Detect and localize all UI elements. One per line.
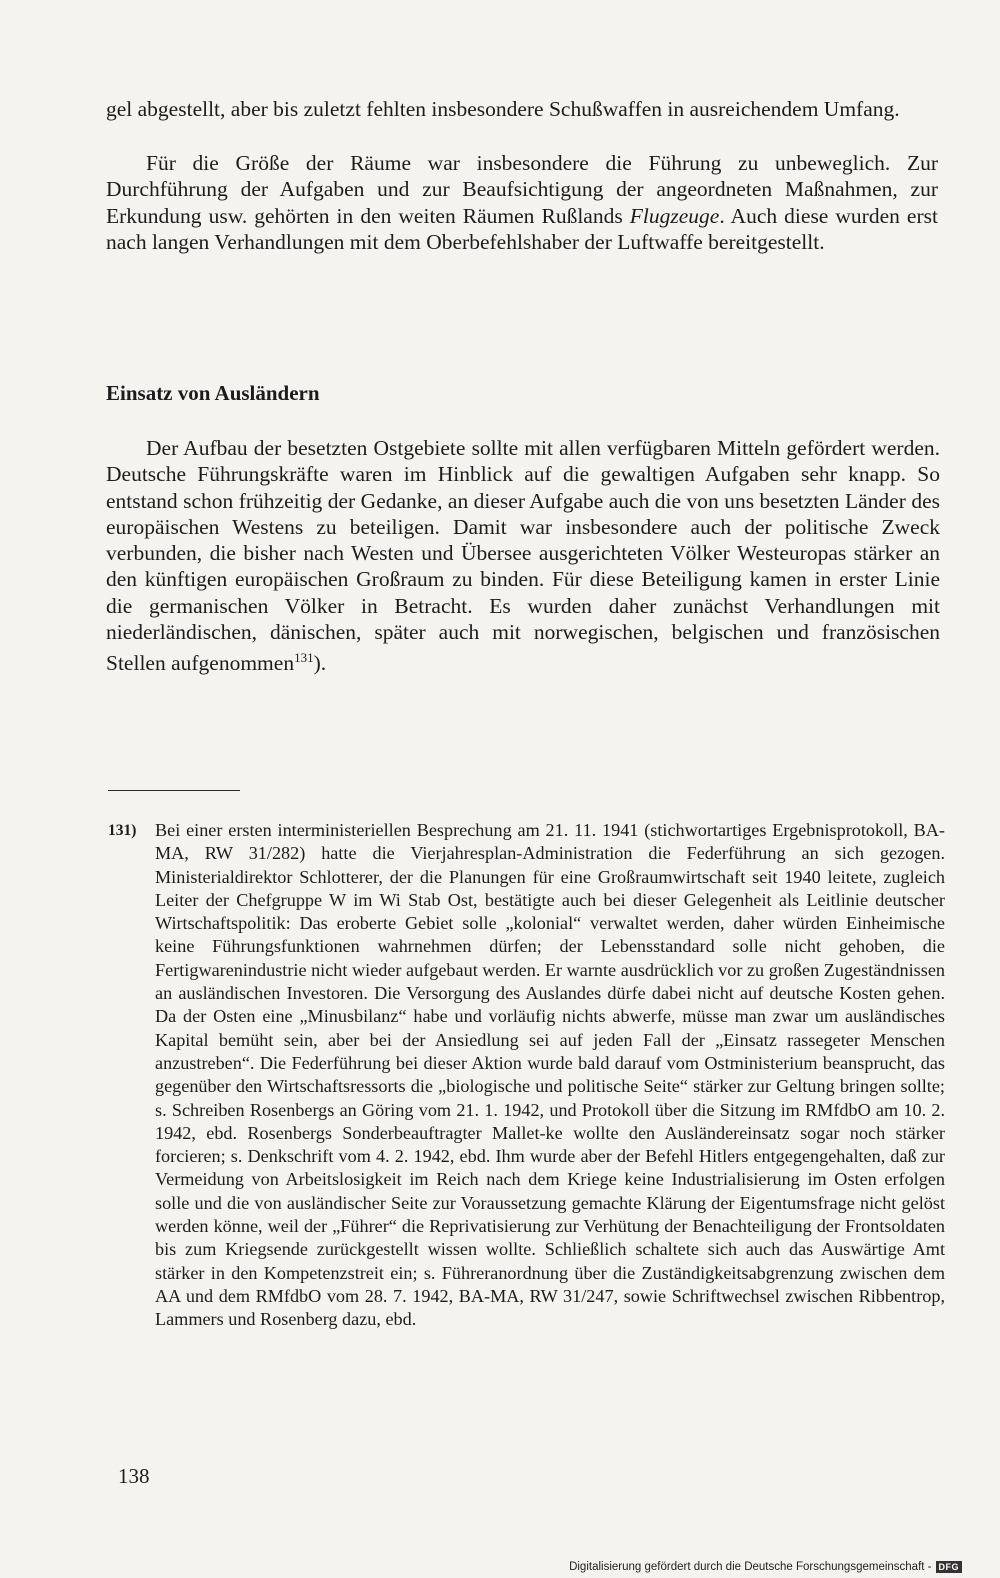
credit-text: Digitalisierung gefördert durch die Deutsche Forschungsgemeinschaft - xyxy=(569,1561,932,1573)
footnote-text: Bei einer ersten interministeriellen Besprechung am 21. 11. 1941 (stichwortartiges Ergebnisprotokoll, BA-MA, RW 31/282) hatte die Vierjahresplan-Administration die Federführung an sich gezogen. Ministerialdirektor Schlotterer, der die Planungen für eine Großraumwirtschaft seit 1940 leitete, zugleich Leiter der Chefgruppe W im Wi Stab Ost, bestätigte auch bei dieser Gelegenheit als Leitlinie deutscher Wirtschaftspolitik: Das eroberte Gebiet solle „kolonial“ verwaltet werden, daher würden Einheimische keine Führungsfunktionen wahrnehmen dürfen; der Lebensstandard solle nicht gehoben, die Fertigwarenindustrie nicht wieder aufgebaut werden. Er warnte ausdrücklich vor zu großen Zugeständnissen an ausländischen Investoren. Die Versorgung des Auslandes dürfe dabei nicht auf deutsche Kosten gehen. Da der Osten eine „Minusbilanz“ habe und vorläufig nichts abwerfe, müsse man zwar um ausländisches Kapital bemüht sein, aber bei der Ansiedlung sei auf jeden Fall der „Einsatz rassegeter Menschen anzustreben“. Die Federführung bei dieser Aktion wurde bald darauf vom Ostministerium beansprucht, das gegenüber den Wirtschaftsressorts die „biologische und politische Seite“ stärker zur Geltung bringen sollte; s. Schreiben Rosenbergs an Göring vom 21. 1. 1942, und Protokoll über die Sitzung im RMfdbO am 10. 2. 1942, ebd. Rosenbergs Sonderbeauftragter Mallet-ke wollte den Ausländereinsatz sogar noch stärker forcieren; s. Denkschrift vom 4. 2. 1942, ebd. Ihm wurde aber der Befehl Hitlers entgegengehalten, daß zur Vermeidung von Arbeitslosigkeit im Reich nach dem Kriege keine Industrialisierung im Osten erfolgen solle und die von ausländischer Seite zur Voraussetzung gemachte Klärung der Eigentumsfrage nicht gelöst werden könne, weil der „Führer“ die Reprivatisierung zur Verhütung der Benachteiligung der Frontsoldaten bis zum Kriegsende zurückgestellt wissen wollte. Schließlich schaltete sich auch das Auswärtige Amt stärker in den Kompetenzstreit ein; s. Führeranordnung über die Zuständigkeitsabgrenzung zwischen dem AA und dem RMfdbO vom 28. 7. 1942, BA-MA, RW 31/247, sowie Schriftwechsel zwischen Ribbentrop, Lammers und Rosenberg dazu, ebd. xyxy=(155,820,945,1330)
paragraph-text: Für die Größe der Räume war insbesondere die Führung zu unbeweglich. Zur Durchführung der Aufgaben und zur Beaufsichtigung der angeordneten Maßnahmen, zur Erkundung usw. gehörten in den weiten Räumen Rußlands xyxy=(106,151,938,228)
paragraph-text: . Auch diese wurden erst nach langen Verhandlungen mit dem Oberbefehlshaber der Luftwaffe bereitgestellt. xyxy=(106,203,938,254)
footnote-reference[interactable]: 131 xyxy=(294,650,314,666)
paragraph-text: Der Aufbau der besetzten Ostgebiete sollte mit allen verfügbaren Mitteln gefördert werden. Deutsche Führungskräfte waren im Hinblick auf die gewaltigen Aufgaben sehr knapp. So entstand schon frühzeitig der Gedanke, an dieser Aufgabe auch die von uns besetzten Länder des europäischen Westens zu beteiligen. Damit war insbesondere auch der politische Zweck verbunden, die bisher nach Westen und Übersee ausgerichteten Völker Westeuropas stärker an den künftigen europäischen Großraum zu binden. Für diese Beteiligung kamen in erster Linie die germanischen Völker in Betracht. Es wurden daher zunächst Verhandlungen mit niederländischen, dänischen, später auch mit norwegischen, belgischen und französischen Stellen aufgenommen xyxy=(106,436,940,676)
body-paragraph: gel abgestellt, aber bis zuletzt fehlten insbesondere Schußwaffen in ausreichendem Umfang. xyxy=(106,97,900,121)
body-paragraph xyxy=(106,150,938,255)
digitization-credit xyxy=(569,1561,962,1573)
dfg-logo-icon: DFG xyxy=(936,1561,963,1573)
section-paragraph xyxy=(106,435,940,677)
footnote-marker: 131) xyxy=(108,822,137,839)
footnote-separator xyxy=(108,790,240,791)
section-heading: Einsatz von Ausländern xyxy=(106,381,320,405)
footnote-reference-suffix: ). xyxy=(313,651,327,676)
page-number: 138 xyxy=(118,1464,150,1488)
emphasis-text: Flugzeuge xyxy=(629,203,720,228)
